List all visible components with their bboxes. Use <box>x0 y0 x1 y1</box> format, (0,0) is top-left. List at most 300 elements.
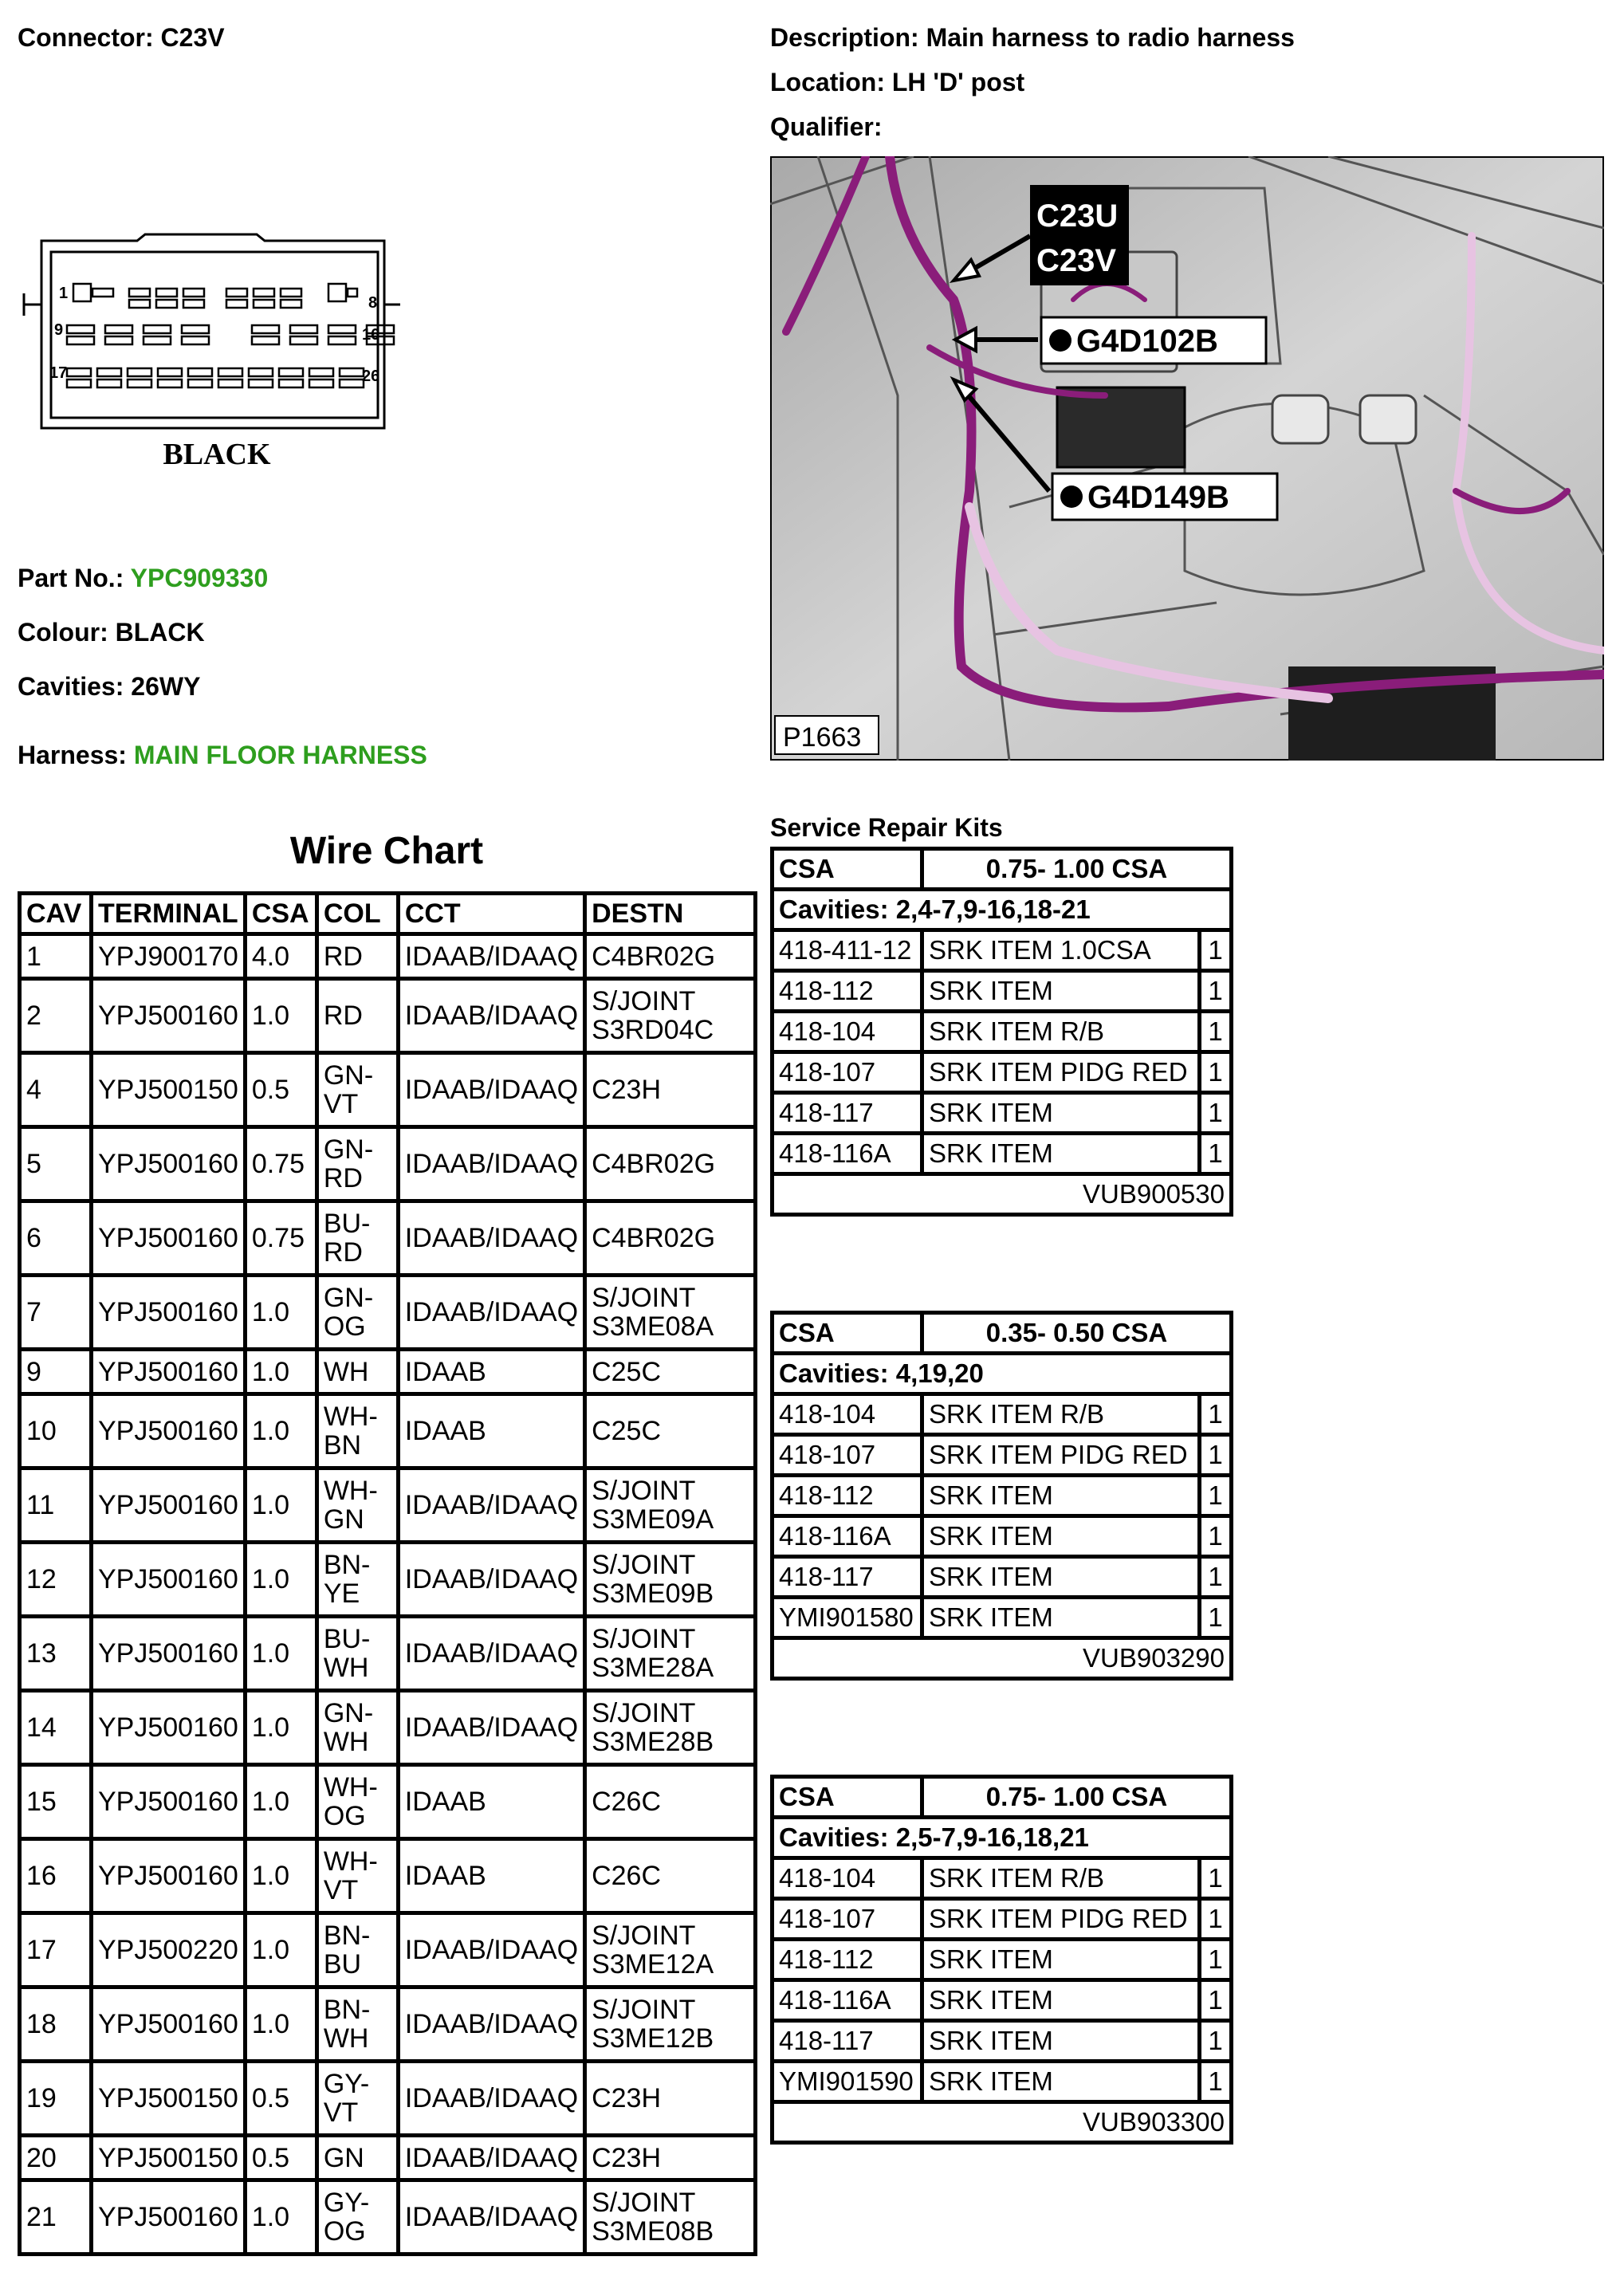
table-row <box>20 1691 756 1765</box>
kit-code: VUB900530 <box>773 1174 1232 1215</box>
kit-item-qty: 1 <box>1200 2021 1232 2062</box>
kit-cavities: Cavities: 4,19,20 <box>773 1354 1232 1394</box>
callout-g4d149b: G4D149B <box>1087 480 1229 515</box>
table-row <box>20 1765 756 1839</box>
cell-col: BN- BU <box>317 1913 398 1987</box>
kit-item-part: 418-107 <box>773 1052 922 1093</box>
kit-item-qty: 1 <box>1200 2062 1232 2102</box>
cell-cav: 21 <box>20 2180 92 2255</box>
kit-item-part: 418-112 <box>773 1476 922 1516</box>
cell-cct: IDAAB/IDAAQ <box>398 2180 584 2255</box>
kit-csa-label: CSA <box>773 1777 922 1818</box>
col-header-terminal: TERMINAL <box>92 894 246 934</box>
cell-csa: 0.75 <box>245 1201 317 1276</box>
kit-item-desc: SRK ITEM PIDG RED <box>922 1052 1200 1093</box>
kit-item-qty: 1 <box>1200 1435 1232 1476</box>
kit-cavities-row <box>773 1354 1232 1394</box>
cell-terminal: YPJ500160 <box>92 1276 246 1350</box>
table-row <box>20 1276 756 1350</box>
kit-item-part: 418-104 <box>773 1394 922 1435</box>
cell-cav: 1 <box>20 934 92 979</box>
cell-cav: 5 <box>20 1127 92 1201</box>
kit-code: VUB903290 <box>773 1638 1232 1679</box>
pin-cavity <box>226 300 247 308</box>
kit-item-part: 418-104 <box>773 1012 922 1052</box>
cell-cct: IDAAB/IDAAQ <box>398 1276 584 1350</box>
kit-item-row <box>773 1052 1232 1093</box>
qualifier: Qualifier: <box>770 112 883 141</box>
kit-item-qty: 1 <box>1200 971 1232 1012</box>
col-header-col: COL <box>317 894 398 934</box>
pin-cavity <box>97 379 121 387</box>
cell-col: GN- WH <box>317 1691 398 1765</box>
cell-cav: 13 <box>20 1617 92 1691</box>
pin-cavity <box>67 336 94 344</box>
pin-cavity <box>188 368 212 376</box>
cell-cav: 2 <box>20 979 92 1053</box>
cell-destn: C25C <box>585 1394 756 1468</box>
cell-terminal: YPJ500160 <box>92 1617 246 1691</box>
kit-item-desc: SRK ITEM <box>922 1557 1200 1598</box>
cell-destn: S/JOINT S3ME09B <box>585 1543 756 1617</box>
cell-csa: 1.0 <box>245 1350 317 1394</box>
kit-item-desc: SRK ITEM PIDG RED <box>922 1435 1200 1476</box>
part-number-link[interactable]: YPC909330 <box>130 564 269 592</box>
pin-cavity <box>182 325 209 333</box>
pin-cavity <box>158 379 182 387</box>
cell-terminal: YPJ500220 <box>92 1913 246 1987</box>
service-kits-title: Service Repair Kits <box>770 813 1003 842</box>
kit-item-row <box>773 1435 1232 1476</box>
pin-cavity <box>249 379 273 387</box>
kit-item-row <box>773 971 1232 1012</box>
wire-chart-title: Wire Chart <box>289 830 484 872</box>
cell-col: WH- VT <box>317 1839 398 1913</box>
kit-item-qty: 1 <box>1200 1476 1232 1516</box>
kit-item-qty: 1 <box>1200 1598 1232 1638</box>
pin-cavity <box>279 379 303 387</box>
kit-item-qty: 1 <box>1200 1858 1232 1899</box>
table-row <box>20 1127 756 1201</box>
cell-csa: 0.5 <box>245 2136 317 2180</box>
cell-csa: 0.5 <box>245 1053 317 1127</box>
cell-terminal: YPJ500160 <box>92 2180 246 2255</box>
pin-cavity <box>105 336 132 344</box>
table-row <box>20 1913 756 1987</box>
kit-cavities-row <box>773 1818 1232 1858</box>
pin-cavity <box>226 289 247 297</box>
kit-item-desc: SRK ITEM <box>922 1134 1200 1174</box>
harness <box>18 740 427 770</box>
pin-cavity <box>128 368 151 376</box>
table-row <box>20 1053 756 1127</box>
cell-cct: IDAAB <box>398 1350 584 1394</box>
cell-col: GN <box>317 2136 398 2180</box>
cell-destn: C23H <box>585 2062 756 2136</box>
kit-item-part: 418-117 <box>773 1093 922 1134</box>
callout-c23v: C23V <box>1036 243 1117 278</box>
cell-cav: 10 <box>20 1394 92 1468</box>
pin-cavity <box>252 325 279 333</box>
cell-destn: S/JOINT S3ME28B <box>585 1691 756 1765</box>
cell-terminal: YPJ500160 <box>92 1394 246 1468</box>
part-number <box>18 563 268 593</box>
kit-cavities-row <box>773 890 1232 930</box>
wire-chart-table <box>18 891 757 2256</box>
wire-chart-header-row <box>20 894 756 934</box>
pin-cavity <box>348 289 357 297</box>
kit-cavities: Cavities: 2,4-7,9-16,18-21 <box>773 890 1232 930</box>
pin-cavity <box>97 368 121 376</box>
harness-label: Harness: <box>18 741 127 769</box>
kit-item-part: 418-107 <box>773 1435 922 1476</box>
cell-csa: 0.75 <box>245 1127 317 1201</box>
cell-csa: 1.0 <box>245 1987 317 2062</box>
pin-cavity <box>279 368 303 376</box>
cell-terminal: YPJ500160 <box>92 1468 246 1543</box>
table-row <box>20 1617 756 1691</box>
kit-item-desc: SRK ITEM R/B <box>922 1012 1200 1052</box>
cell-csa: 1.0 <box>245 1913 317 1987</box>
kit-item-qty: 1 <box>1200 1394 1232 1435</box>
cell-cct: IDAAB/IDAAQ <box>398 2062 584 2136</box>
kit-item-desc: SRK ITEM <box>922 2062 1200 2102</box>
description: Description: Main harness to radio harness <box>770 23 1295 52</box>
kit-item-desc: SRK ITEM 1.0CSA <box>922 930 1200 971</box>
kit-item-desc: SRK ITEM <box>922 1476 1200 1516</box>
kit-item-desc: SRK ITEM PIDG RED <box>922 1899 1200 1940</box>
cell-csa: 1.0 <box>245 1543 317 1617</box>
cell-terminal: YPJ500160 <box>92 979 246 1053</box>
cell-csa: 1.0 <box>245 1839 317 1913</box>
cell-cct: IDAAB <box>398 1394 584 1468</box>
kit-item-row <box>773 1858 1232 1899</box>
kit-item-qty: 1 <box>1200 1052 1232 1093</box>
kit-csa-label: CSA <box>773 1313 922 1354</box>
cell-cct: IDAAB/IDAAQ <box>398 1201 584 1276</box>
pin-cavity <box>252 336 279 344</box>
cell-terminal: YPJ500150 <box>92 2136 246 2180</box>
pin-cavity <box>156 300 177 308</box>
pin-cavity <box>129 289 150 297</box>
pin-cavity <box>309 379 333 387</box>
cell-terminal: YPJ500150 <box>92 2062 246 2136</box>
pin-cavity <box>129 300 150 308</box>
pin-cavity <box>67 379 91 387</box>
pin-cavity <box>290 325 317 333</box>
kit-item-part: 418-117 <box>773 1557 922 1598</box>
kit-code-row <box>773 1174 1232 1215</box>
kit-item-desc: SRK ITEM <box>922 1598 1200 1638</box>
cell-csa: 1.0 <box>245 1276 317 1350</box>
pin-cavity <box>254 289 274 297</box>
pin-cavity <box>92 289 113 297</box>
cell-destn: C4BR02G <box>585 1127 756 1201</box>
cell-col: WH- BN <box>317 1394 398 1468</box>
cell-cav: 16 <box>20 1839 92 1913</box>
cell-csa: 4.0 <box>245 934 317 979</box>
cell-cct: IDAAB/IDAAQ <box>398 1468 584 1543</box>
cell-csa: 1.0 <box>245 2180 317 2255</box>
connector-outer-shell <box>41 234 384 428</box>
location-photo <box>770 156 1604 761</box>
pin-cavity <box>281 289 301 297</box>
col-header-cav: CAV <box>20 894 92 934</box>
cell-cav: 18 <box>20 1987 92 2062</box>
kit-item-qty: 1 <box>1200 1134 1232 1174</box>
kit-csa-label: CSA <box>773 849 922 890</box>
kit-item-row <box>773 1093 1232 1134</box>
kit-cavities: Cavities: 2,5-7,9-16,18,21 <box>773 1818 1232 1858</box>
cell-terminal: YPJ500160 <box>92 1543 246 1617</box>
cell-cct: IDAAB/IDAAQ <box>398 1691 584 1765</box>
cell-col: RD <box>317 934 398 979</box>
table-row <box>20 1394 756 1468</box>
cell-col: RD <box>317 979 398 1053</box>
table-row <box>20 1468 756 1543</box>
kit-csa-range: 0.75- 1.00 CSA <box>922 1777 1232 1818</box>
cell-col: WH- OG <box>317 1765 398 1839</box>
cell-cav: 17 <box>20 1913 92 1987</box>
cell-cct: IDAAB <box>398 1839 584 1913</box>
kit-item-qty: 1 <box>1200 1557 1232 1598</box>
service-kit-table <box>770 847 1233 1217</box>
cell-col: BN- YE <box>317 1543 398 1617</box>
cell-cct: IDAAB/IDAAQ <box>398 979 584 1053</box>
kit-item-desc: SRK ITEM <box>922 971 1200 1012</box>
kit-item-part: 418-107 <box>773 1899 922 1940</box>
kit-item-row <box>773 1940 1232 1980</box>
kit-item-qty: 1 <box>1200 1093 1232 1134</box>
cell-destn: S/JOINT S3ME09A <box>585 1468 756 1543</box>
pin-cavity <box>158 368 182 376</box>
kit-code-row <box>773 1638 1232 1679</box>
table-row <box>20 979 756 1053</box>
kit-item-qty: 1 <box>1200 930 1232 971</box>
cell-cav: 4 <box>20 1053 92 1127</box>
col-header-cct: CCT <box>398 894 584 934</box>
pin-label-8: 8 <box>368 294 378 312</box>
cell-cct: IDAAB/IDAAQ <box>398 1987 584 2062</box>
pin-cavity <box>218 368 242 376</box>
kit-item-part: YMI901580 <box>773 1598 922 1638</box>
cell-csa: 1.0 <box>245 1617 317 1691</box>
kit-item-row <box>773 1516 1232 1557</box>
pin-cavity <box>67 368 91 376</box>
cell-cav: 19 <box>20 2062 92 2136</box>
cell-col: WH- GN <box>317 1468 398 1543</box>
cell-destn: S/JOINT S3ME12B <box>585 1987 756 2062</box>
service-kit-table <box>770 1775 1233 2145</box>
pin-cavity <box>328 284 346 301</box>
pin-cavity <box>128 379 151 387</box>
kit-item-part: YMI901590 <box>773 2062 922 2102</box>
col-header-destn: DESTN <box>585 894 756 934</box>
cell-csa: 1.0 <box>245 1468 317 1543</box>
kit-code-row <box>773 2102 1232 2143</box>
table-row <box>20 1201 756 1276</box>
colour: Colour: BLACK <box>18 618 205 647</box>
cell-terminal: YPJ900170 <box>92 934 246 979</box>
cell-destn: C4BR02G <box>585 934 756 979</box>
connector-colour-label: BLACK <box>163 438 271 471</box>
pin-cavity <box>182 336 209 344</box>
cell-cav: 20 <box>20 2136 92 2180</box>
kit-item-qty: 1 <box>1200 1940 1232 1980</box>
kit-csa-row <box>773 1777 1232 1818</box>
kit-item-desc: SRK ITEM <box>922 1093 1200 1134</box>
kit-item-row <box>773 1134 1232 1174</box>
kit-item-row <box>773 1899 1232 1940</box>
table-row <box>20 2136 756 2180</box>
pin-cavity <box>309 368 333 376</box>
kit-item-row <box>773 930 1232 971</box>
connector-heading <box>18 22 225 53</box>
connector-label: Connector: <box>18 23 154 52</box>
cell-terminal: YPJ500160 <box>92 1765 246 1839</box>
pin-cavity <box>340 368 364 376</box>
cell-terminal: YPJ500160 <box>92 1201 246 1276</box>
cell-cav: 14 <box>20 1691 92 1765</box>
kit-item-row <box>773 1980 1232 2021</box>
kit-item-part: 418-116A <box>773 1980 922 2021</box>
pin-label-9: 9 <box>54 321 64 339</box>
connector-id: C23V <box>160 23 225 52</box>
kit-item-row <box>773 2021 1232 2062</box>
cell-cav: 9 <box>20 1350 92 1394</box>
kit-item-row <box>773 2062 1232 2102</box>
cell-cct: IDAAB/IDAAQ <box>398 1617 584 1691</box>
service-kit-table <box>770 1311 1233 1681</box>
kit-item-qty: 1 <box>1200 1899 1232 1940</box>
cell-destn: C23H <box>585 2136 756 2180</box>
cell-terminal: YPJ500160 <box>92 1987 246 2062</box>
kit-item-qty: 1 <box>1200 1012 1232 1052</box>
pin-cavity <box>144 336 171 344</box>
pin-cavity <box>340 379 364 387</box>
cell-terminal: YPJ500160 <box>92 1350 246 1394</box>
cell-destn: C4BR02G <box>585 1201 756 1276</box>
connector-face-diagram <box>18 233 400 472</box>
harness-link[interactable]: MAIN FLOOR HARNESS <box>133 741 427 769</box>
cell-cct: IDAAB/IDAAQ <box>398 1127 584 1201</box>
kit-item-part: 418-112 <box>773 971 922 1012</box>
kit-csa-range: 0.75- 1.00 CSA <box>922 849 1232 890</box>
kit-csa-row <box>773 849 1232 890</box>
cell-terminal: YPJ500160 <box>92 1127 246 1201</box>
kit-item-desc: SRK ITEM R/B <box>922 1394 1200 1435</box>
cell-col: WH <box>317 1350 398 1394</box>
kit-item-desc: SRK ITEM <box>922 1980 1200 2021</box>
wire-chart-body <box>20 934 756 2255</box>
pin-cavity <box>67 325 94 333</box>
cell-csa: 1.0 <box>245 1765 317 1839</box>
table-row <box>20 1350 756 1394</box>
callout-g4d102b: G4D102B <box>1076 324 1218 359</box>
pin-cavity <box>183 300 204 308</box>
pin-cavity <box>249 368 273 376</box>
kit-item-row <box>773 1598 1232 1638</box>
table-row <box>20 934 756 979</box>
location: Location: LH 'D' post <box>770 68 1025 96</box>
table-row <box>20 1987 756 2062</box>
cell-col: GN- VT <box>317 1053 398 1127</box>
cell-destn: C26C <box>585 1765 756 1839</box>
cell-destn: S/JOINT S3ME28A <box>585 1617 756 1691</box>
cavities: Cavities: 26WY <box>18 672 201 701</box>
pin-cavity <box>183 289 204 297</box>
cell-cav: 11 <box>20 1468 92 1543</box>
cell-destn: C25C <box>585 1350 756 1394</box>
kit-item-row <box>773 1557 1232 1598</box>
table-row <box>20 2062 756 2136</box>
cell-csa: 1.0 <box>245 979 317 1053</box>
kit-item-desc: SRK ITEM <box>922 2021 1200 2062</box>
cell-csa: 0.5 <box>245 2062 317 2136</box>
connector-inner-shell <box>51 252 378 418</box>
pin-label-17: 17 <box>49 364 68 382</box>
pin-label-26: 26 <box>362 368 380 385</box>
cell-terminal: YPJ500150 <box>92 1053 246 1127</box>
kit-item-desc: SRK ITEM <box>922 1516 1200 1557</box>
callout-c23u: C23U <box>1036 199 1119 234</box>
pin-cavity <box>290 336 317 344</box>
cell-cct: IDAAB <box>398 1765 584 1839</box>
cell-destn: S/JOINT S3ME12A <box>585 1913 756 1987</box>
cell-cav: 15 <box>20 1765 92 1839</box>
cell-col: GN- OG <box>317 1276 398 1350</box>
pin-cavity <box>281 300 301 308</box>
part-number-label: Part No.: <box>18 564 124 592</box>
kit-item-row <box>773 1476 1232 1516</box>
pin-cavity <box>254 300 274 308</box>
cell-cct: IDAAB/IDAAQ <box>398 1053 584 1127</box>
cell-col: GY- VT <box>317 2062 398 2136</box>
cell-csa: 1.0 <box>245 1691 317 1765</box>
kit-item-desc: SRK ITEM <box>922 1940 1200 1980</box>
kit-item-qty: 1 <box>1200 1516 1232 1557</box>
cell-destn: C23H <box>585 1053 756 1127</box>
figure-id: P1663 <box>783 722 862 753</box>
col-header-csa: CSA <box>245 894 317 934</box>
kit-item-qty: 1 <box>1200 1980 1232 2021</box>
cell-col: BN- WH <box>317 1987 398 2062</box>
cell-cav: 6 <box>20 1201 92 1276</box>
cell-destn: C26C <box>585 1839 756 1913</box>
pin-cavity <box>144 325 171 333</box>
kit-item-part: 418-112 <box>773 1940 922 1980</box>
kit-item-row <box>773 1394 1232 1435</box>
pin-cavity <box>328 325 356 333</box>
cell-col: BU- WH <box>317 1617 398 1691</box>
cell-cct: IDAAB/IDAAQ <box>398 1913 584 1987</box>
kit-item-part: 418-104 <box>773 1858 922 1899</box>
pin-cavity <box>218 379 242 387</box>
cell-terminal: YPJ500160 <box>92 1839 246 1913</box>
kit-code: VUB903300 <box>773 2102 1232 2143</box>
pin-cavity <box>328 336 356 344</box>
table-row <box>20 2180 756 2255</box>
cell-col: GY- OG <box>317 2180 398 2255</box>
cell-col: GN- RD <box>317 1127 398 1201</box>
table-row <box>20 1543 756 1617</box>
pin-label-1: 1 <box>59 285 69 302</box>
kit-item-part: 418-411-12 <box>773 930 922 971</box>
cell-csa: 1.0 <box>245 1394 317 1468</box>
pin-label-16: 16 <box>362 326 380 344</box>
pin-cavity <box>188 379 212 387</box>
pin-cavity <box>156 289 177 297</box>
